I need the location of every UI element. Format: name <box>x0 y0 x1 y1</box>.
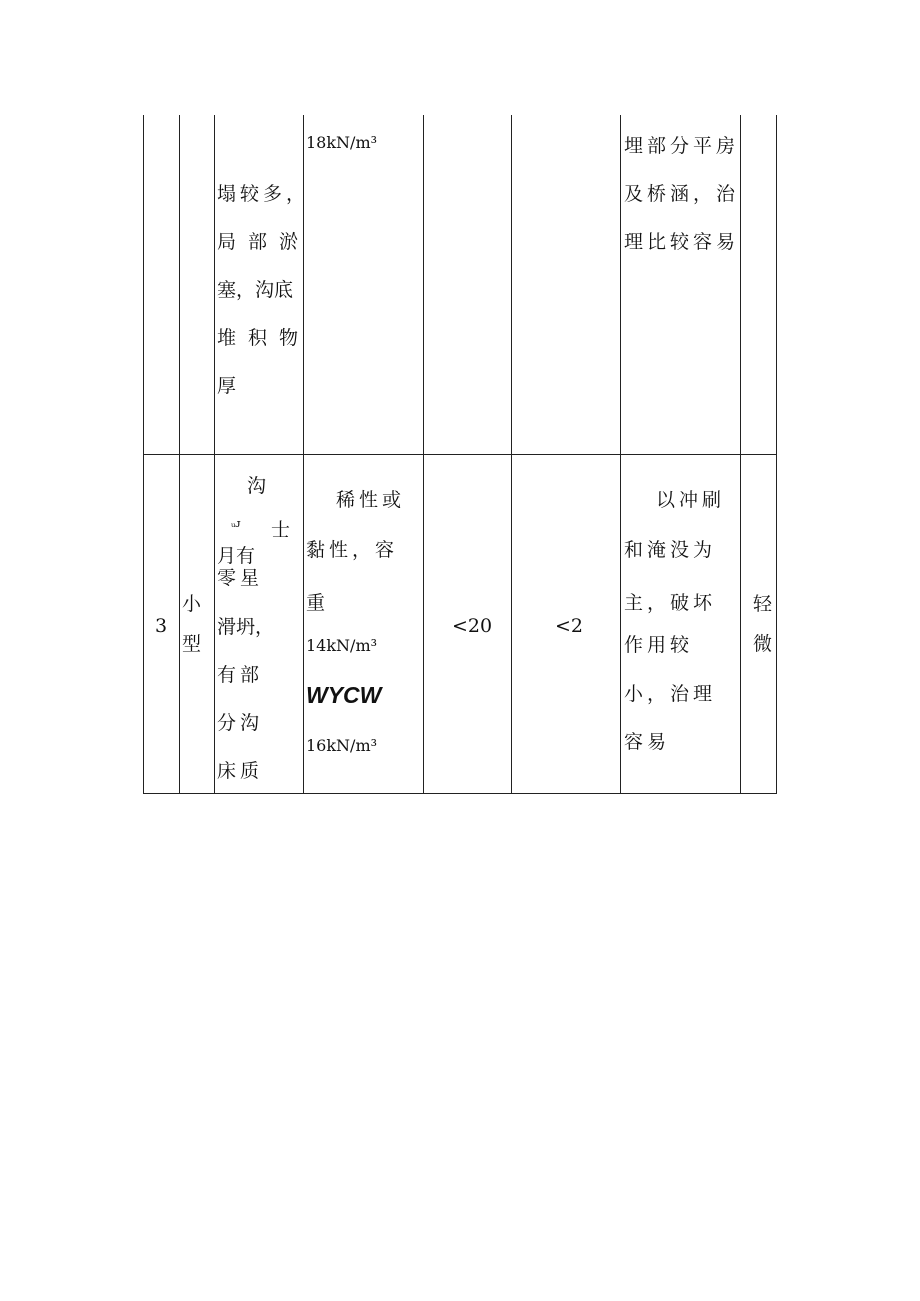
text-line: 主，破坏 <box>624 592 717 614</box>
text-line: 厚 <box>217 375 237 397</box>
text-line: 小，治理 <box>624 683 717 705</box>
density-value: 18kN/m³ <box>306 133 378 152</box>
text-line: 埋部分平房 <box>624 135 740 157</box>
text-line: 黏性，容 <box>306 539 399 561</box>
text-line: 以冲刷 <box>656 489 726 511</box>
text-line: 塞，沟底 <box>217 279 294 301</box>
text-line: 床质 <box>217 760 264 782</box>
row-divider <box>143 454 777 455</box>
text-line: 理比较容易 <box>624 231 740 253</box>
text-line: 和淹没为 <box>624 539 717 561</box>
text-line: 沟 <box>247 475 267 497</box>
text-line: 微 <box>753 633 773 655</box>
text-fragment: 士 <box>271 519 291 541</box>
text-line: 重 <box>306 592 326 614</box>
density-value: 14kN/m³ <box>306 636 378 655</box>
text-line: 及桥涵，治 <box>624 183 740 205</box>
text-line: 型 <box>182 633 202 655</box>
density-value: 16kN/m³ <box>306 736 378 755</box>
text-fragment: 月有 <box>217 545 256 567</box>
text-line: 分沟 <box>217 712 264 734</box>
text-line: 局部淤 <box>217 231 311 253</box>
small-row-col6 <box>555 614 583 638</box>
text-line: 稀性或 <box>336 489 406 511</box>
gully-length-value: <20 <box>452 615 493 637</box>
text-line: 滑坍， <box>217 616 275 638</box>
row-index <box>155 614 167 638</box>
table-border-bottom <box>143 793 777 794</box>
area-value: <2 <box>555 615 584 637</box>
index-number: 3 <box>155 615 168 637</box>
text-line: 塌较多， <box>217 183 310 205</box>
text-line: 容易 <box>624 731 671 753</box>
small-row-col5 <box>452 614 492 638</box>
text-line: 作用较 <box>624 634 694 656</box>
text-line: 堆积物 <box>217 327 311 349</box>
text-line: 零星 <box>217 567 264 589</box>
ocr-artifact: WYCW <box>306 682 382 708</box>
cont-row-col4 <box>306 130 377 155</box>
text-line: 轻 <box>753 593 773 615</box>
text-line: 小 <box>182 593 202 615</box>
text-fragment: ᵤᴊ <box>231 517 241 530</box>
text-line: 有部 <box>217 664 264 686</box>
